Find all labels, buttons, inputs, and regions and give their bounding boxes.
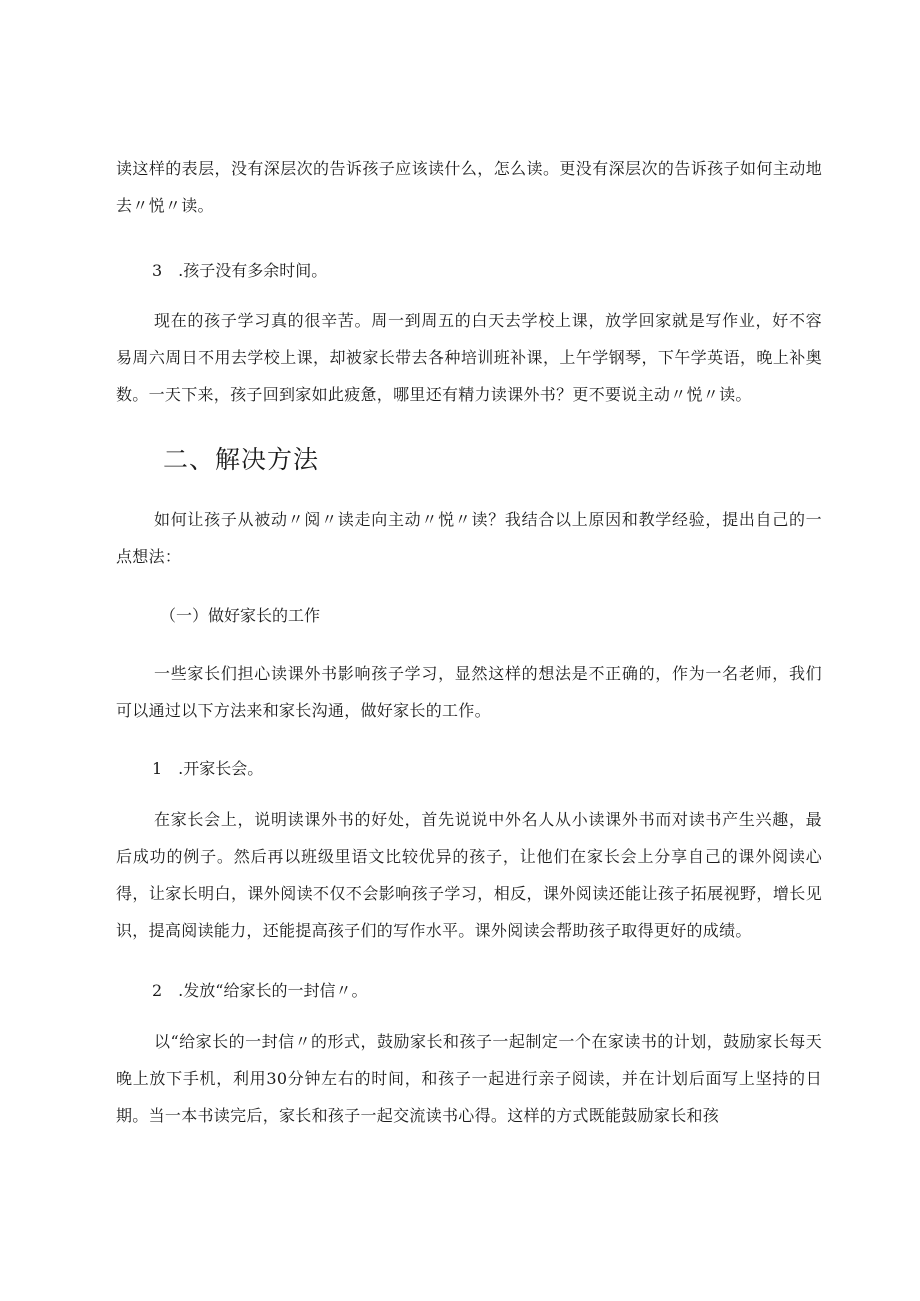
paragraph-intro: 读这样的表层，没有深层次的告诉孩子应该读什么，怎么读。更没有深层次的告诉孩子如何主动地去〃悦〃读。 [116,159,822,215]
list-item-3: 3 .孩子没有多余时间。 [152,261,328,280]
list-item-2: 2 .发放“给家长的一封信〃。 [152,981,368,1000]
paragraph-letter: 以“给家长的一封信〃的形式，鼓励家长和孩子一起制定一个在家读书的计划，鼓励家长每天晚上放下手机，利用30分钟左右的时间，和孩子一起进行亲子阅读，并在计划后面写上坚持的日期。当一本书读完后，家长和孩子一起交流读书心得。这样的方式既能鼓励家长和孩 [116,1032,822,1125]
subheading-1: （一）做好家长的工作 [160,606,321,625]
paragraph-parents: 一些家长们担心读课外书影响孩子学习，显然这样的想法是不正确的，作为一名老师，我们可以通过以下方法来和家长沟通，做好家长的工作。 [116,664,822,720]
paragraph-how: 如何让孩子从被动〃阅〃读走向主动〃悦〃读？我结合以上原因和教学经验，提出自己的一点想法： [116,510,822,566]
section-heading: 二、解决方法 [163,445,320,474]
paragraph-meeting: 在家长会上，说明读课外书的好处，首先说说中外名人从小读课外书而对读书产生兴趣，最后成功的例子。然后再以班级里语文比较优异的孩子，让他们在家长会上分享自己的课外阅读心得，让家长明白，课外阅读不仅不会影响孩子学习，相反，课外阅读还能让孩子拓展视野，增长见识，提高阅读能力，还能提高孩子们的写作水平。课外阅读会帮助孩子取得更好的成绩。 [116,810,822,940]
list-item-1: 1 .开家长会。 [152,759,264,778]
paragraph-time: 现在的孩子学习真的很辛苦。周一到周五的白天去学校上课，放学回家就是写作业，好不容易周六周日不用去学校上课，却被家长带去各种培训班补课，上午学钢琴，下午学英语，晚上补奥数。一天下来，孩子回到家如此疲惫，哪里还有精力读课外书？更不要说主动〃悦〃读。 [116,311,822,404]
